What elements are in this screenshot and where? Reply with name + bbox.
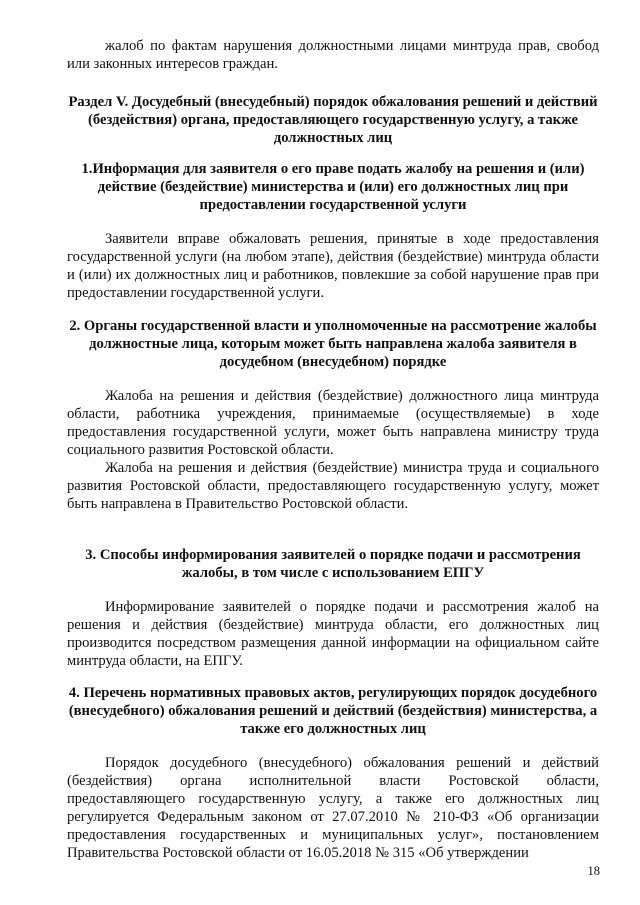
paragraph-1-1: Заявители вправе обжаловать решения, принятые в ходе предоставления государственной услуги (на любом этапе), действия (бездействие) минтруда области и (или) их должностных лиц и работников, повлекшие за собой нарушение прав при предоставлении государственной услуги. xyxy=(67,231,599,301)
subsection-heading-4: 4. Перечень нормативных правовых актов, регулирующих порядок досудебного (внесудебного) обжалования решений и действий (бездействия) министерства, а также его должностных лиц xyxy=(68,685,598,737)
section-title: Раздел V. Досудебный (внесудебный) порядок обжалования решений и действий (бездействия) органа, предоставляющего государственную услугу, а также должностных лиц xyxy=(68,94,598,146)
subsection-heading-1: 1.Информация для заявителя о его праве подать жалобу на решения и (или) действие (бездействие) министерства и (или) его должностных лиц при предоставлении государственной услуги xyxy=(81,161,585,213)
paragraph-2-2: Жалоба на решения и действия (бездействие) министра труда и социального развития Ростовской области, предоставляющего государственную услугу, может быть направлена в Правительство Ростовской области. xyxy=(67,460,599,512)
paragraph-3-1: Информирование заявителей о порядке подачи и рассмотрения жалоб на решения и действия (бездействие) минтруда области, его должностных лиц производится посредством размещения данной информации на официальном сайте минтруда области, на ЕПГУ. xyxy=(67,599,599,669)
paragraph-4-1: Порядок досудебного (внесудебного) обжалования решений и действий (бездействия) органа исполнительной власти Ростовской области, предоставляющего государственную услугу, а также его должностных лиц регулируется Федеральным законом от 27.07.2010 № 210-ФЗ «Об организации предоставления государственных и муниципальных услуг», постановлением Правительства Ростовской области от 16.05.2018 № 315 «Об утверждении xyxy=(67,755,599,861)
paragraph-2-1: Жалоба на решения и действия (бездействие) должностного лица минтруда области, работника учреждения, принимаемые (осуществляемые) в ходе предоставления государственной услуги, может быть направлена министру труда социального развития Ростовской области. xyxy=(67,388,599,458)
subsection-heading-3: 3. Способы информирования заявителей о порядке подачи и рассмотрения жалобы, в том числе с использованием ЕПГУ xyxy=(85,547,581,581)
page-number: 18 xyxy=(587,864,600,878)
continuation-paragraph: жалоб по фактам нарушения должностными лицами минтруда прав, свобод или законных интересов граждан. xyxy=(67,38,599,72)
subsection-heading-2: 2. Органы государственной власти и уполномоченные на рассмотрение жалобы должностные лица, которым может быть направлена жалоба заявителя в досудебном (внесудебном) порядке xyxy=(69,318,597,370)
